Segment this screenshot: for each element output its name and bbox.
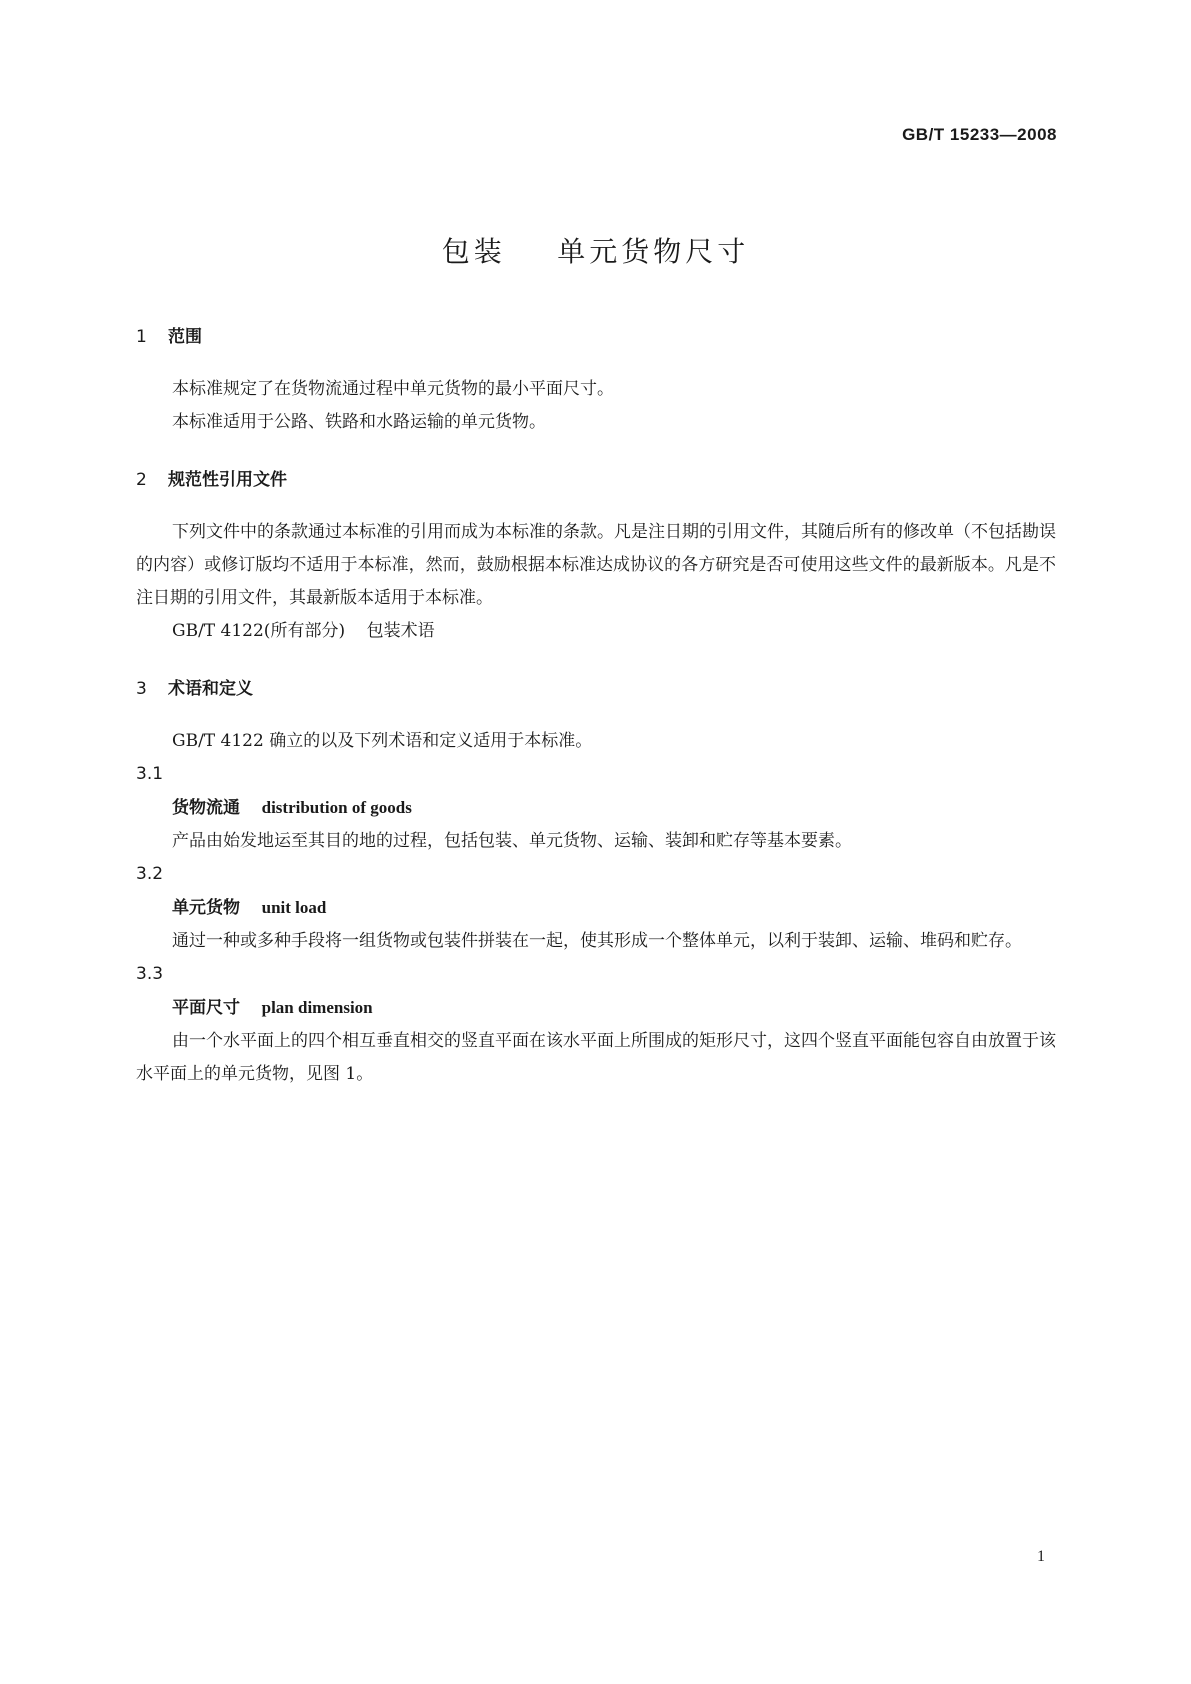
section-scope [136, 322, 1056, 439]
section-heading [136, 465, 1056, 490]
term-number: 3.1 [136, 764, 164, 784]
paragraph: 下列文件中的条款通过本标准的引用而成为本标准的条款。凡是注日期的引用文件，其随后所有的修改单（不包括勘误的内容）或修订版均不适用于本标准，然而，鼓励根据本标准达成协议的各方研究是否可使用这些文件的最新版本。凡是不注日期的引用文件，其最新版本适用于本标准。 [136, 522, 1056, 608]
section-heading [136, 674, 1056, 699]
document-title: 包装 单元货物尺寸 [441, 235, 750, 268]
section-number: 1 [136, 327, 147, 347]
term-zh: 单元货物 [172, 898, 240, 918]
term-heading [136, 991, 1056, 1025]
term-zh: 平面尺寸 [172, 998, 240, 1018]
section-terms-and-definitions [136, 674, 1056, 1091]
term-en: unit load [261, 898, 327, 917]
section-title: 术语和定义 [168, 679, 253, 699]
section-number: 3 [136, 679, 147, 699]
term-number: 3.2 [136, 864, 164, 884]
term-heading [136, 791, 1056, 825]
paragraph: 本标准规定了在货物流通过程中单元货物的最小平面尺寸。 [172, 379, 614, 399]
document-body [136, 322, 1056, 1117]
section-number: 2 [136, 470, 147, 490]
section-title: 规范性引用文件 [168, 470, 287, 490]
standard-number: GB/T 15233—2008 [902, 125, 1057, 144]
term-heading [136, 891, 1056, 925]
term-en: plan dimension [261, 998, 373, 1017]
section-title: 范围 [168, 327, 202, 347]
term-zh: 货物流通 [172, 798, 240, 818]
paragraph: GB/T 4122 确立的以及下列术语和定义适用于本标准。 [172, 731, 593, 751]
page-number: 1 [1037, 1548, 1045, 1565]
term-en: distribution of goods [261, 798, 412, 817]
term-entry [136, 758, 1056, 858]
term-entry [136, 958, 1056, 1091]
term-definition: 产品由始发地运至其目的地的过程，包括包装、单元货物、运输、装卸和贮存等基本要素。 [172, 831, 852, 851]
section-normative-references [136, 465, 1056, 648]
term-definition: 通过一种或多种手段将一组货物或包装件拼装在一起，使其形成一个整体单元，以利于装卸、运输、堆码和贮存。 [172, 931, 1022, 951]
term-definition: 由一个水平面上的四个相互垂直相交的竖直平面在该水平面上所围成的矩形尺寸，这四个竖直平面能包容自由放置于该水平面上的单元货物，见图 1。 [136, 1031, 1056, 1084]
term-number: 3.3 [136, 964, 164, 984]
reference-entry: GB/T 4122(所有部分) 包装术语 [172, 621, 435, 641]
section-heading [136, 322, 1056, 347]
term-entry [136, 858, 1056, 958]
paragraph: 本标准适用于公路、铁路和水路运输的单元货物。 [172, 412, 546, 432]
